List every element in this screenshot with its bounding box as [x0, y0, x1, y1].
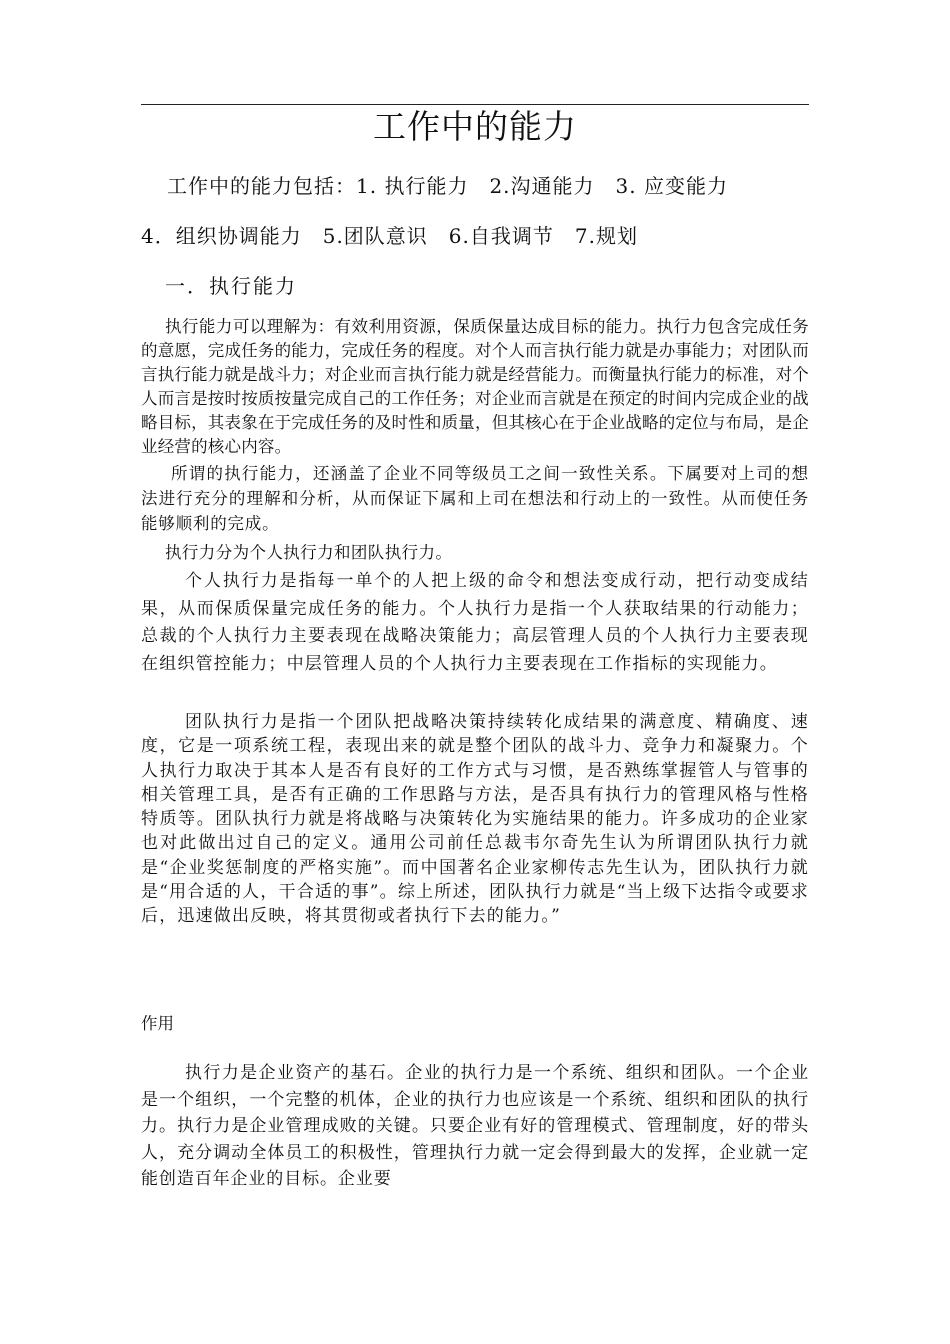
intro-line-2: 4．组织协调能力 5.团队意识 6.自我调节 7.规划	[141, 224, 638, 248]
section-label-role: 作用	[141, 1014, 174, 1033]
intro-line-1: 工作中的能力包括：1. 执行能力 2.沟通能力 3. 应变能力	[167, 174, 728, 198]
paragraph-team-execution: 团队执行力是指一个团队把战略决策持续转化成结果的满意度、精确度、速度，它是一项系统工程，表现出来的就是整个团队的战斗力、竞争力和凝聚力。个人执行力取决于其本人是否有良好的工作方式与习惯，是否熟练掌握管人与管事的相关管理工具，是否有正确的工作思路与方法，是否具有执行力的管理风格与性格特质等。团队执行力就是将战略与决策转化为实施结果的能力。许多成功的企业家也对此做出过自己的定义。通用公司前任总裁韦尔奇先生认为所谓团队执行力就是“企业奖惩制度的严格实施”。而中国著名企业家柳传志先生认为，团队执行力就是“用合适的人，干合适的事”。综上所述，团队执行力就是“当上级下达指令或要求后，迅速做出反映，将其贯彻或者执行下去的能力。”	[141, 712, 809, 927]
document-title: 工作中的能力	[373, 107, 577, 146]
paragraph-classification: 执行力分为个人执行力和团队执行力。	[165, 543, 453, 562]
paragraph-individual-execution: 个人执行力是指每一单个的人把上级的命令和想法变成行动，把行动变成结果，从而保质保量完成任务的能力。个人执行力是指一个人获取结果的行动能力；总裁的个人执行力主要表现在战略决策能力；高层管理人员的个人执行力主要表现在组织管控能力；中层管理人员的个人执行力主要表现在工作指标的实现能力。	[141, 571, 809, 674]
paragraph-consistency: 所谓的执行能力，还涵盖了企业不同等级员工之间一致性关系。下属要对上司的想法进行充分的理解和分析，从而保证下属和上司在想法和行动上的一致性。从而使任务能够顺利的完成。	[141, 464, 809, 533]
section-heading-execution: 一．执行能力	[165, 274, 297, 298]
header-rule	[141, 104, 809, 105]
paragraph-role: 执行力是企业资产的基石。企业的执行力是一个系统、组织和团队。一个企业是一个组织，一个完整的机体，企业的执行力也应该是一个系统、组织和团队的执行力。执行力是企业管理成败的关键。只要企业有好的管理模式、管理制度，好的带头人，充分调动全体员工的积极性，管理执行力就一定会得到最大的发挥，企业就一定能创造百年企业的目标。企业要	[141, 1063, 809, 1189]
paragraph-definition: 执行能力可以理解为：有效利用资源，保质保量达成目标的能力。执行力包含完成任务的意愿，完成任务的能力，完成任务的程度。对个人而言执行能力就是办事能力；对团队而言执行能力就是战斗力；对企业而言执行能力就是经营能力。而衡量执行能力的标准，对个人而言是按时按质按量完成自己的工作任务；对企业而言就是在预定的时间内完成企业的战略目标，其表象在于完成任务的及时性和质量，但其核心在于企业战略的定位与布局，是企业经营的核心内容。	[141, 317, 809, 456]
